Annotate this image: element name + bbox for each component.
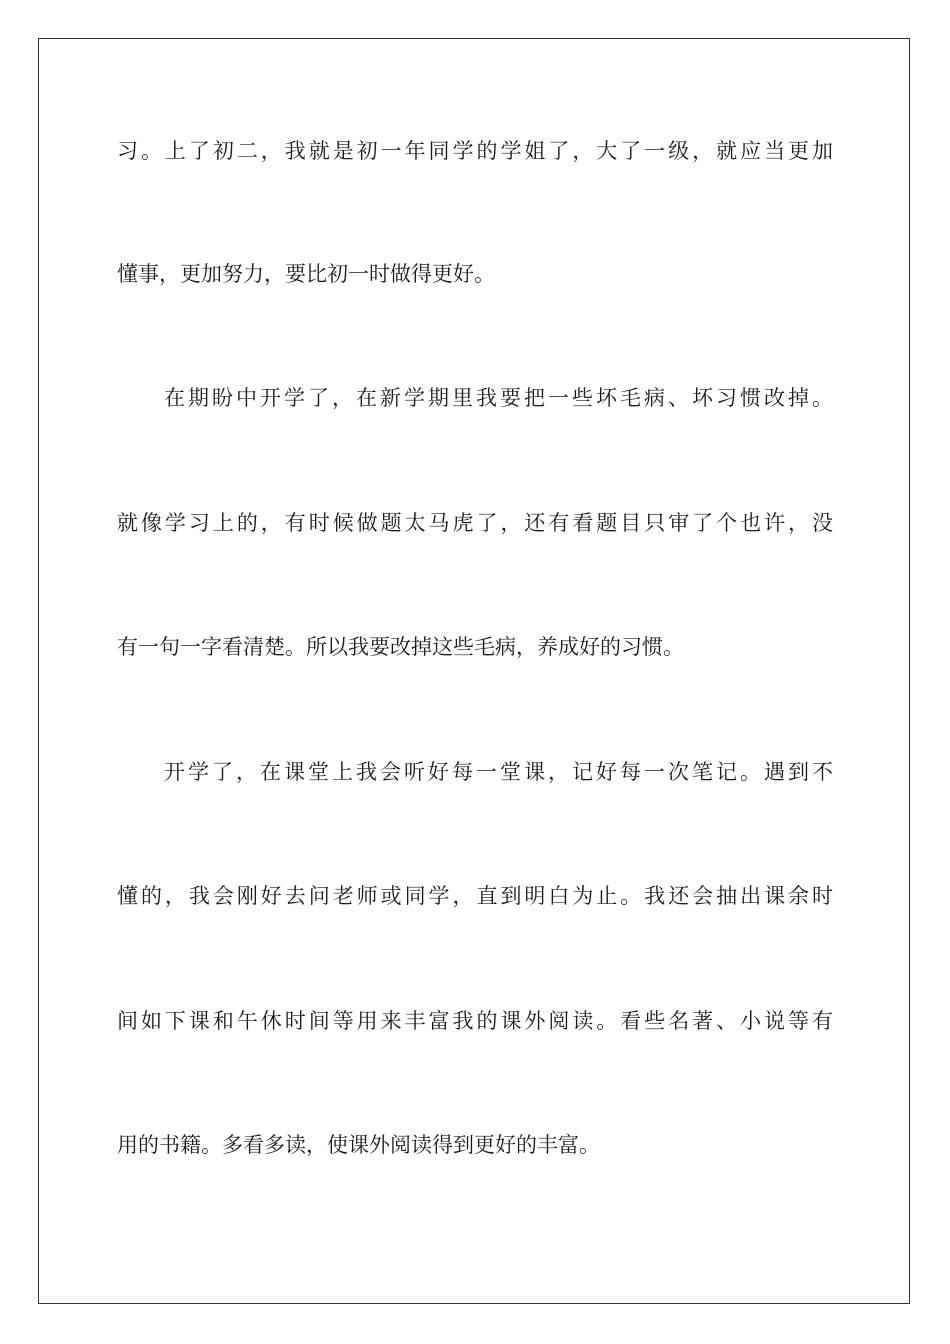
paragraph-line: 开学了，在课堂上我会听好每一堂课，记好每一次笔记。遇到不 [164,760,833,784]
paragraph-line: 懂的，我会刚好去问老师或同学，直到明白为止。我还会抽出课余时 [117,884,833,908]
paragraph-line: 习。上了初二，我就是初一年同学的学姐了，大了一级，就应当更加 [117,139,833,163]
paragraph-line: 用的书籍。多看多读，使课外阅读得到更好的丰富。 [117,1133,600,1157]
paragraph-line: 就像学习上的，有时候做题太马虎了，还有看题目只审了个也许，没 [117,511,833,535]
paragraph-line: 间如下课和午休时间等用来丰富我的课外阅读。看些名著、小说等有 [117,1009,833,1033]
paragraph-line: 在期盼中开学了，在新学期里我要把一些坏毛病、坏习惯改掉。 [164,386,833,410]
page-frame [38,38,910,1304]
paragraph-line: 有一句一字看清楚。所以我要改掉这些毛病，养成好的习惯。 [117,635,684,659]
paragraph-line: 懂事，更加努力，要比初一时做得更好。 [117,262,495,286]
